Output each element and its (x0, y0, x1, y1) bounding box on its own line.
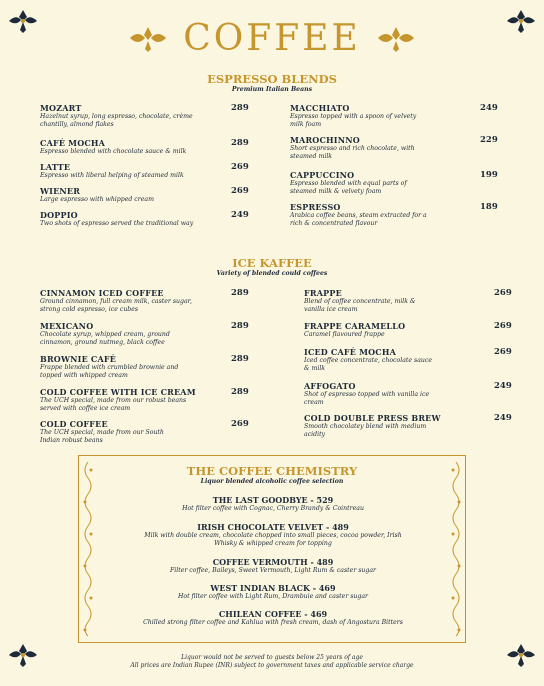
item-description: Espresso blended with chocolate sauce & milk (40, 148, 187, 155)
item-name: COFFEE VERMOUTH - 489 (212, 557, 334, 567)
item-name: THE LAST GOODBYE - 529 (212, 495, 334, 505)
section-title-ice: ICE KAFFEE (232, 256, 312, 270)
menu-item (40, 387, 290, 413)
item-price: 289 (231, 354, 249, 364)
scroll-border-icon (449, 460, 463, 638)
item-description: Frappe blended with crumbled brownie and topped with whipped cream (40, 364, 179, 379)
item-name: FRAPPE (304, 288, 342, 298)
section-subtitle-chemistry: Liquor blended alcoholic coffee selection (200, 478, 344, 485)
item-price: 199 (480, 170, 498, 180)
item-description: Large espresso with whipped cream (40, 196, 154, 203)
fleur-ornament-icon (128, 26, 168, 52)
item-price: 249 (494, 381, 512, 391)
item-price: 249 (494, 413, 512, 423)
item-name: ICED CAFÉ MOCHA (304, 347, 397, 357)
item-price: 249 (480, 103, 498, 113)
fleur-ornament-icon (376, 26, 416, 52)
item-description: Iced coffee concentrate, chocolate sauce & milk (304, 357, 432, 372)
menu-item (40, 162, 290, 180)
item-price: 269 (494, 321, 512, 331)
item-name: IRISH CHOCOLATE VELVET - 489 (197, 522, 349, 532)
item-price: 269 (231, 162, 249, 172)
item-price: 269 (231, 186, 249, 196)
item-description: Two shots of espresso served the traditional way (40, 220, 194, 227)
item-name: LATTE (40, 162, 71, 172)
item-description: Chocolate syrup, whipped cream, ground cinnamon, ground nutmeg, black coffee (40, 331, 170, 346)
item-price: 189 (480, 202, 498, 212)
item-name: WEST INDIAN BLACK - 469 (210, 583, 336, 593)
menu-item (290, 202, 540, 228)
footer-age-notice: Liquor would not be served to guests below 25 years of age (181, 654, 363, 661)
item-price: 289 (231, 103, 249, 113)
item-name: COLD COFFEE (40, 419, 108, 429)
section-subtitle-espresso: Premium Italian Beans (231, 86, 313, 93)
item-description: Caramel flavoured frappe (304, 331, 385, 338)
item-price: 289 (231, 387, 249, 397)
chemistry-item (99, 583, 447, 601)
chemistry-box (78, 455, 466, 643)
item-description: The UCH special, made from our South Indian robust beans (40, 429, 164, 444)
item-name: COLD COFFEE WITH ICE CREAM (40, 387, 196, 397)
item-name: DOPPIO (40, 210, 78, 220)
item-description: Short espresso and rich chocolate, with steamed milk (290, 145, 415, 160)
item-description: Filter coffee, Baileys, Sweet Vermouth, Light Rum & caster sugar (169, 567, 377, 574)
item-name: MAROCHINNO (290, 135, 360, 145)
footer-price-notice: All prices are Indian Rupee (INR) subject to government taxes and applicable service charge (130, 662, 414, 669)
item-description: The UCH special, made from our robust beans served with coffee ice cream (40, 397, 187, 412)
scroll-border-icon (81, 460, 95, 638)
item-name: CAFÉ MOCHA (40, 138, 106, 148)
item-name: CAPPUCCINO (290, 170, 355, 180)
item-description: Hot filter coffee with Cognac, Cherry Brandy & Cointreau (182, 505, 364, 512)
item-description: Chilled strong filter coffee and Kahlua with fresh cream, dash of Angostura Bitters (143, 619, 403, 626)
item-price: 289 (231, 288, 249, 298)
item-name: ESPRESSO (290, 202, 341, 212)
item-price: 249 (231, 210, 249, 220)
item-price: 289 (231, 321, 249, 331)
page-title: COFFEE (183, 18, 361, 59)
item-description: Espresso with liberal helping of steamed milk (40, 172, 184, 179)
item-price: 269 (231, 419, 249, 429)
menu-item (40, 186, 290, 204)
item-description: Smooth chocolatey blend with medium acidity (304, 423, 427, 438)
item-name: FRAPPE CARAMELLO (304, 321, 406, 331)
item-description: Espresso topped with a spoon of velvety milk foam (290, 113, 417, 128)
menu-item (290, 170, 540, 196)
item-name: MEXICANO (40, 321, 94, 331)
item-name: AFFOGATO (304, 381, 356, 391)
header (0, 18, 544, 59)
item-description: Arabica coffee beans, steam extracted for a rich & concentrated flavour (290, 212, 427, 227)
item-name: MOZART (40, 103, 82, 113)
menu-item (290, 103, 540, 129)
section-title-espresso: ESPRESSO BLENDS (207, 72, 337, 86)
section-title-chemistry: THE COFFEE CHEMISTRY (186, 464, 358, 478)
chemistry-item (99, 495, 447, 513)
item-description: Hazelnut syrup, long espresso, chocolate, crème chantilly, almond flakes (40, 113, 193, 128)
menu-item (40, 210, 290, 228)
item-description: Ground cinnamon, full cream milk, caster sugar, strong cold espresso, ice cubes (40, 298, 192, 313)
item-name: COLD DOUBLE PRESS BREW (304, 413, 441, 423)
item-description: Espresso blended with equal parts of steamed milk & velvety foam (290, 180, 407, 195)
item-description: Blend of coffee concentrate, milk & vanilla ice cream (304, 298, 416, 313)
item-description: Shot of espresso topped with vanilla ice cream (304, 391, 430, 406)
item-price: 269 (494, 347, 512, 357)
item-name: BROWNIE CAFÉ (40, 354, 117, 364)
menu-item (40, 354, 290, 380)
menu-item (40, 288, 290, 314)
chemistry-item (99, 522, 447, 548)
item-price: 269 (494, 288, 512, 298)
item-price: 229 (480, 135, 498, 145)
menu-item (40, 103, 290, 129)
menu-item (40, 321, 290, 347)
item-description: Milk with double cream, chocolate chopped into small pieces, cocoa powder, Irish Whisky & whipped cream for topping (144, 532, 402, 547)
item-name: CHILEAN COFFEE - 469 (218, 609, 328, 619)
item-name: CINNAMON ICED COFFEE (40, 288, 164, 298)
item-name: MACCHIATO (290, 103, 350, 113)
chemistry-item (99, 609, 447, 627)
section-subtitle-ice: Variety of blended could coffees (216, 270, 328, 277)
item-description: Hot filter coffee with Light Rum, Drambuie and caster sugar (177, 593, 369, 600)
menu-item (290, 135, 540, 161)
chemistry-item (99, 557, 447, 575)
item-name: WIENER (40, 186, 81, 196)
menu-item (40, 138, 290, 156)
menu-item (40, 419, 290, 445)
item-price: 289 (231, 138, 249, 148)
